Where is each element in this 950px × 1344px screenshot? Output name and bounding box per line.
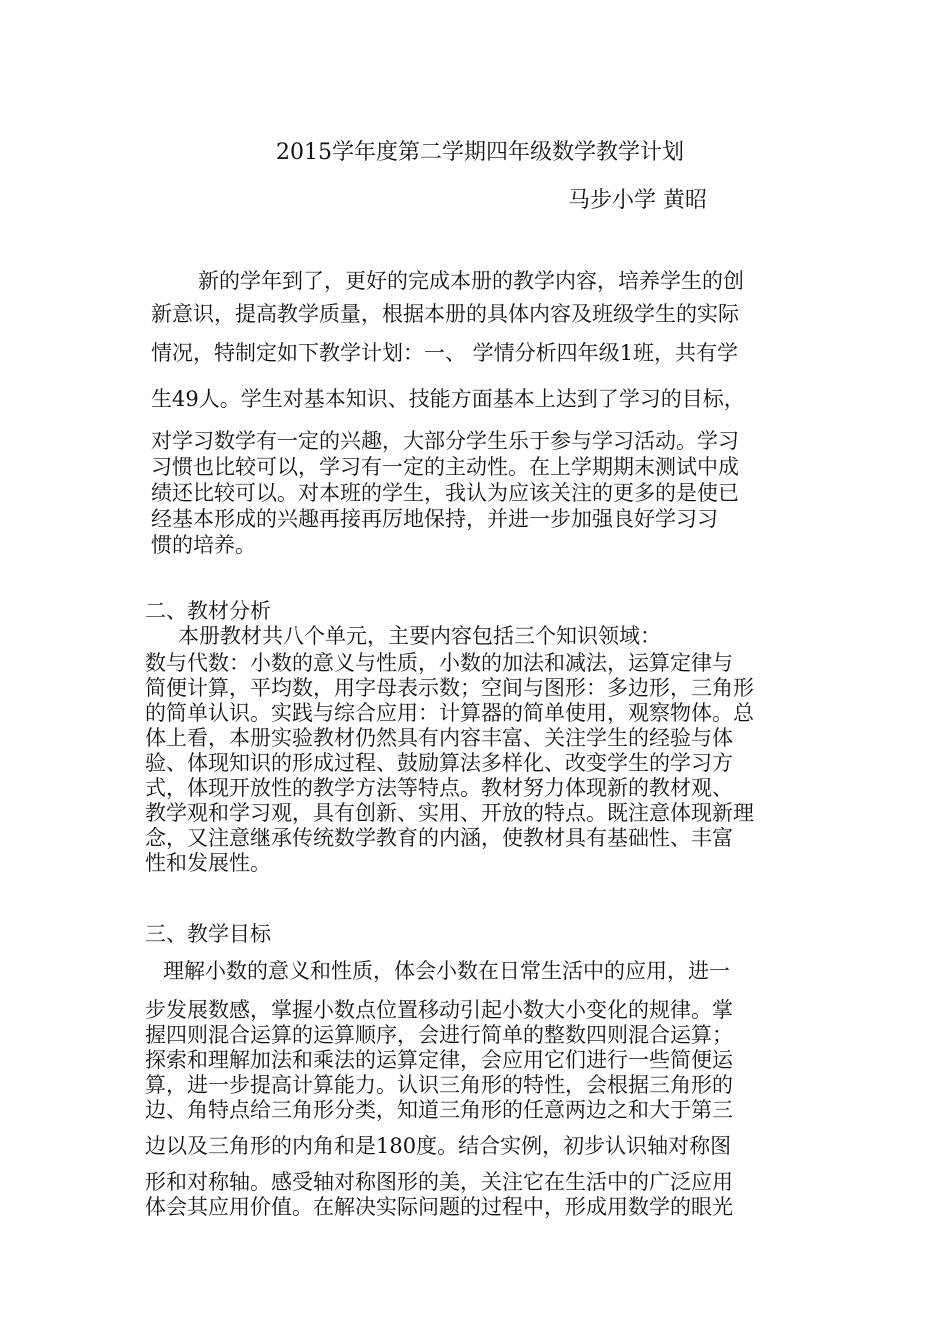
- intro-line: 习惯也比较可以，学习有一定的主动性。在上学期期末测试中成: [151, 455, 739, 479]
- section-line: 念，又注意继承传统数学教育的内涵，使教材具有基础性、丰富: [145, 826, 733, 850]
- section-line: 体上看，本册实验教材仍然具有内容丰富、关注学生的经验与体: [145, 726, 733, 750]
- section-line: 验、体现知识的形成过程、鼓励算法多样化、改变学生的学习方: [145, 751, 733, 775]
- section-line: 边、角特点给三角形分类，知道三角形的任意两边之和大于第三: [145, 1098, 733, 1122]
- section-line: 式，体现开放性的教学方法等特点。教材努力体现新的教材观、: [145, 776, 733, 800]
- intro-line: 对学习数学有一定的兴趣，大部分学生乐于参与学习活动。学习: [151, 429, 739, 453]
- document-author: 马步小学 黄昭: [568, 188, 707, 213]
- section-line: 教学观和学习观，具有创新、实用、开放的特点。既注意体现新理: [145, 801, 754, 825]
- section-line: 算，进一步提高计算能力。认识三角形的特性，会根据三角形的: [145, 1073, 733, 1097]
- intro-line: 新的学年到了，更好的完成本册的教学内容，培养学生的创: [198, 269, 744, 293]
- intro-line: 情况，特制定如下教学计划：一、 学情分析四年级1班，共有学: [151, 341, 739, 365]
- section-line: 数与代数：小数的意义与性质，小数的加法和减法，运算定律与: [145, 651, 733, 675]
- intro-line: 经基本形成的兴趣再接再厉地保持，并进一步加强良好学习习: [151, 507, 718, 531]
- section-line: 的简单认识。实践与综合应用：计算器的简单使用，观察物体。总: [145, 701, 754, 725]
- section-line: 探索和理解加法和乘法的运算定律，会应用它们进行一些简便运: [145, 1048, 733, 1072]
- section-line: 步发展数感，掌握小数点位置移动引起小数大小变化的规律。掌: [145, 998, 733, 1022]
- intro-line: 生49人。学生对基本知识、技能方面基本上达到了学习的目标，: [151, 387, 745, 411]
- section-heading: 二、教材分析: [145, 599, 271, 623]
- section-line: 握四则混合运算的运算顺序，会进行简单的整数四则混合运算；: [145, 1023, 733, 1047]
- intro-line: 新意识，提高教学质量，根据本册的具体内容及班级学生的实际: [151, 302, 739, 326]
- section-line: 简便计算，平均数，用字母表示数；空间与图形：多边形，三角形: [145, 676, 754, 700]
- section-line: 理解小数的意义和性质，体会小数在日常生活中的应用，进一: [163, 959, 730, 983]
- section-line: 本册教材共八个单元，主要内容包括三个知识领域：: [178, 624, 661, 648]
- section-heading: 三、教学目标: [145, 922, 271, 946]
- section-line: 形和对称轴。感受轴对称图形的美，关注它在生活中的广泛应用: [145, 1170, 733, 1194]
- section-line: 边以及三角形的内角和是180度。结合实例，初步认识轴对称图: [145, 1134, 732, 1158]
- section-line: 性和发展性。: [145, 851, 271, 875]
- intro-line: 绩还比较可以。对本班的学生，我认为应该关注的更多的是使已: [151, 481, 739, 505]
- section-line: 体会其应用价值。在解决实际问题的过程中，形成用数学的眼光: [145, 1195, 733, 1219]
- document-title: 2015学年度第二学期四年级数学教学计划: [276, 140, 684, 165]
- intro-line: 惯的培养。: [151, 533, 256, 557]
